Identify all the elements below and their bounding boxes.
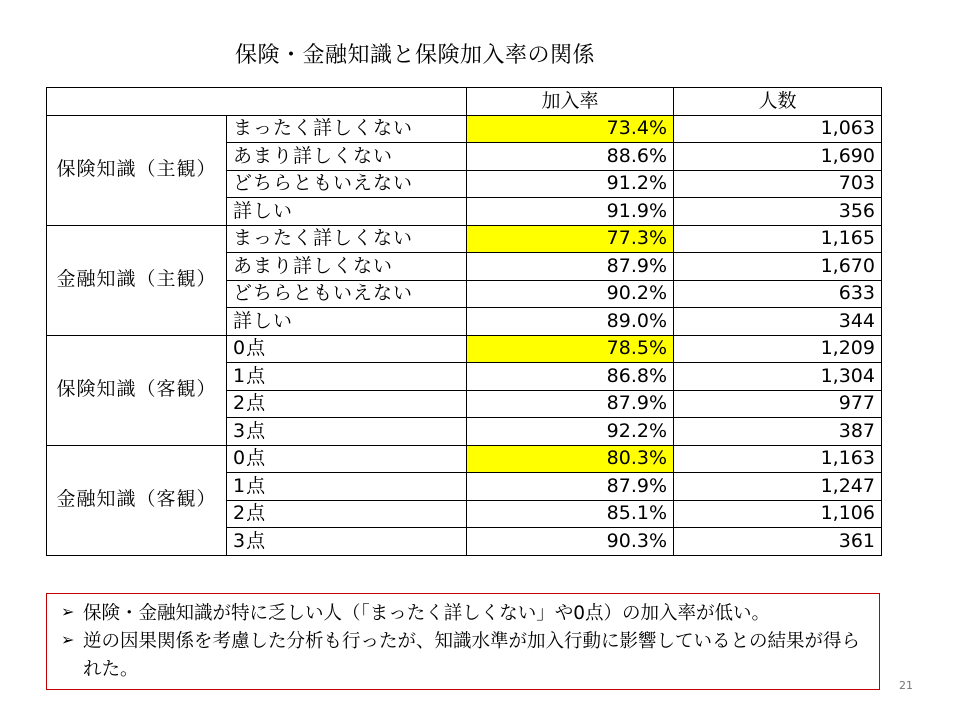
rate-cell: 90.2% xyxy=(467,280,674,308)
rate-cell: 87.9% xyxy=(467,390,674,418)
row-item-label: まったく詳しくない xyxy=(227,225,467,253)
rate-cell: 90.3% xyxy=(467,528,674,556)
row-item-label: 0点 xyxy=(227,335,467,363)
count-cell: 977 xyxy=(674,390,882,418)
arrow-bullet-icon: ➢ xyxy=(61,602,75,621)
count-cell: 633 xyxy=(674,280,882,308)
table-header-row xyxy=(47,88,882,116)
count-cell: 1,690 xyxy=(674,143,882,171)
group-label: 保険知識（主観） xyxy=(47,115,227,225)
rate-cell: 85.1% xyxy=(467,500,674,528)
rate-cell: 87.9% xyxy=(467,473,674,501)
rate-cell: 92.2% xyxy=(467,418,674,446)
row-item-label: 0点 xyxy=(227,445,467,473)
header-rate: 加入率 xyxy=(467,88,674,116)
note-text: 保険・金融知識が特に乏しい人（「まったく詳しくない」や0点）の加入率が低い。 xyxy=(83,603,771,624)
count-cell: 1,304 xyxy=(674,363,882,391)
rate-cell: 89.0% xyxy=(467,308,674,336)
row-item-label: あまり詳しくない xyxy=(227,143,467,171)
row-item-label: どちらともいえない xyxy=(227,170,467,198)
arrow-bullet-icon: ➢ xyxy=(61,629,75,649)
row-item-label: 1点 xyxy=(227,473,467,501)
note-item xyxy=(61,628,869,684)
rate-cell: 88.6% xyxy=(467,143,674,171)
rate-cell: 91.9% xyxy=(467,198,674,226)
rate-cell: 86.8% xyxy=(467,363,674,391)
row-item-label: 詳しい xyxy=(227,198,467,226)
count-cell: 1,163 xyxy=(674,445,882,473)
row-item-label: あまり詳しくない xyxy=(227,253,467,281)
rate-cell-highlighted: 77.3% xyxy=(467,225,674,253)
group-label: 金融知識（客観） xyxy=(47,445,227,555)
row-item-label: 1点 xyxy=(227,363,467,391)
count-cell: 356 xyxy=(674,198,882,226)
count-cell: 703 xyxy=(674,170,882,198)
rate-cell: 91.2% xyxy=(467,170,674,198)
header-blank-cell xyxy=(47,88,467,116)
note-item xyxy=(61,600,869,628)
row-item-label: 3点 xyxy=(227,528,467,556)
count-cell: 387 xyxy=(674,418,882,446)
table-row xyxy=(47,445,882,473)
insurance-rate-table xyxy=(46,87,882,556)
count-cell: 1,209 xyxy=(674,335,882,363)
note-text: 逆の因果関係を考慮した分析も行ったが、知識水準が加入行動に影響しているとの結果が得られた。 xyxy=(83,630,861,680)
row-item-label: 2点 xyxy=(227,390,467,418)
rate-cell-highlighted: 78.5% xyxy=(467,335,674,363)
rate-cell-highlighted: 80.3% xyxy=(467,445,674,473)
count-cell: 1,247 xyxy=(674,473,882,501)
count-cell: 344 xyxy=(674,308,882,336)
table-row xyxy=(47,115,882,143)
group-label: 金融知識（主観） xyxy=(47,225,227,335)
row-item-label: まったく詳しくない xyxy=(227,115,467,143)
slide-title: 保険・金融知識と保険加入率の関係 xyxy=(234,43,595,68)
count-cell: 1,106 xyxy=(674,500,882,528)
count-cell: 1,670 xyxy=(674,253,882,281)
row-item-label: 2点 xyxy=(227,500,467,528)
rate-cell-highlighted: 73.4% xyxy=(467,115,674,143)
count-cell: 1,063 xyxy=(674,115,882,143)
page-number: 21 xyxy=(899,679,913,692)
count-cell: 361 xyxy=(674,528,882,556)
group-label: 保険知識（客観） xyxy=(47,335,227,445)
notes-box xyxy=(46,593,880,690)
table-row xyxy=(47,225,882,253)
row-item-label: 詳しい xyxy=(227,308,467,336)
count-cell: 1,165 xyxy=(674,225,882,253)
header-count: 人数 xyxy=(674,88,882,116)
row-item-label: どちらともいえない xyxy=(227,280,467,308)
table-row xyxy=(47,335,882,363)
rate-cell: 87.9% xyxy=(467,253,674,281)
row-item-label: 3点 xyxy=(227,418,467,446)
